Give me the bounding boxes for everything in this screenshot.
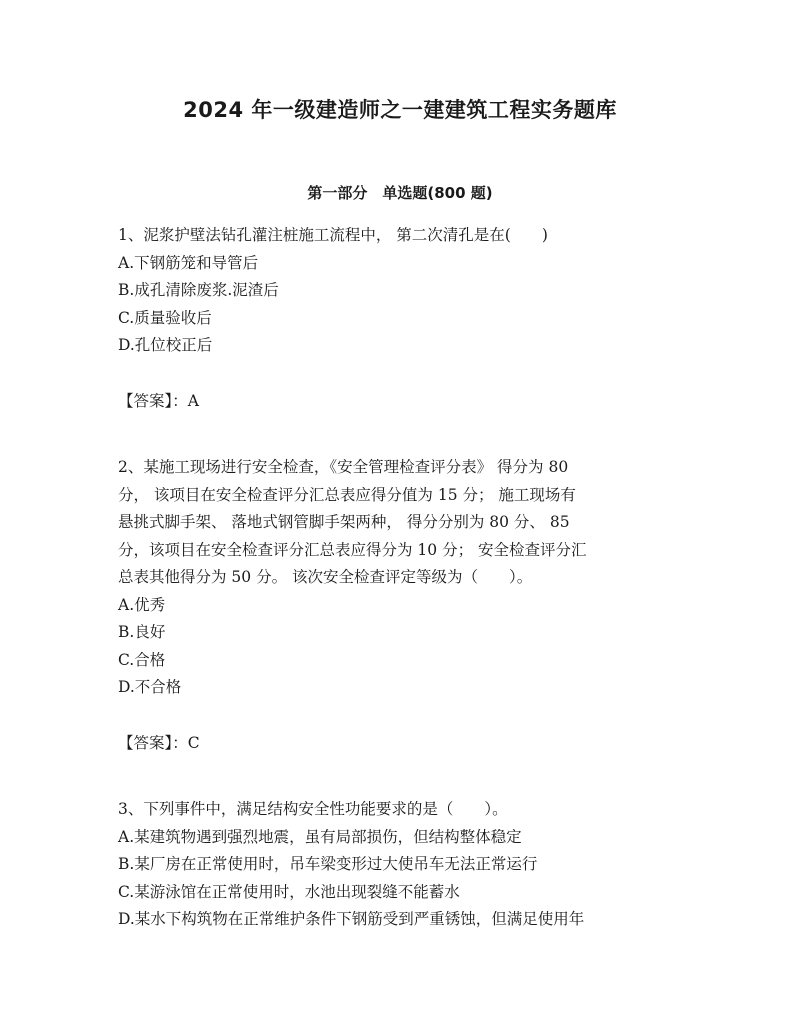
section-title: 第一部分 单选题(800 题)	[307, 184, 493, 202]
question-3	[118, 796, 688, 934]
option-c: C.某游泳馆在正常使用时，水池出现裂缝不能蓄水	[118, 882, 460, 901]
question-1	[118, 222, 688, 415]
question-stem-line: 总表其他得分为 50 分。 该次安全检查评定等级为（ ）。	[118, 568, 533, 586]
question-stem-line: 分， 该项目在安全检查评分汇总表应得分值为 15 分； 施工现场有	[118, 485, 576, 504]
option-d: D.不合格	[118, 678, 182, 696]
question-stem-line: 3、下列事件中，满足结构安全性功能要求的是（ ）。	[118, 800, 508, 818]
option-d: D.某水下构筑物在正常维护条件下钢筋受到严重锈蚀，但满足使用年	[118, 910, 585, 928]
option-c: C.合格	[118, 650, 166, 669]
question-list	[118, 222, 688, 934]
answer-line: 【答案】：C	[118, 733, 200, 752]
question-stem-line: 2、某施工现场进行安全检查，《安全管理检查评分表》 得分为 80	[118, 458, 569, 476]
question-2	[118, 454, 688, 757]
option-b: B.某厂房在正常使用时，吊车梁变形过大使吊车无法正常运行	[118, 855, 538, 873]
option-d: D.孔位校正后	[118, 336, 213, 354]
document-title: 2024 年一级建造师之一建建筑工程实务题库	[183, 98, 617, 122]
question-stem-line: 1、泥浆护壁法钻孔灌注桩施工流程中， 第二次清孔是在( )	[118, 226, 548, 244]
option-b: B.良好	[118, 623, 166, 641]
option-a: A.优秀	[118, 595, 166, 614]
option-b: B.成孔清除废浆.泥渣后	[118, 281, 279, 299]
answer-line: 【答案】：A	[118, 391, 199, 410]
question-stem-line: 分，该项目在安全检查评分汇总表应得分为 10 分； 安全检查评分汇	[118, 540, 587, 559]
option-a: A.下钢筋笼和导管后	[118, 253, 259, 272]
question-stem-line: 悬挑式脚手架、 落地式钢管脚手架两种， 得分分别为 80 分、 85	[118, 513, 570, 531]
option-a: A.某建筑物遇到强烈地震，虽有局部损伤，但结构整体稳定	[118, 827, 522, 846]
option-c: C.质量验收后	[118, 308, 212, 327]
